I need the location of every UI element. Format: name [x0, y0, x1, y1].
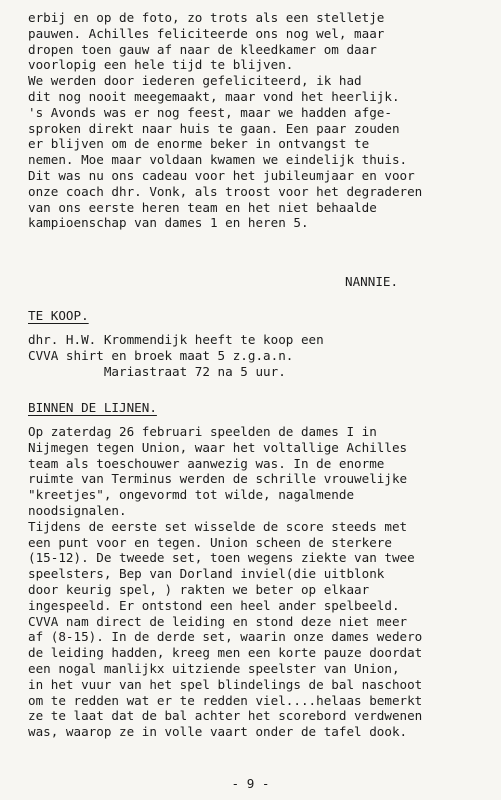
text-line: erbij en op de foto, zo trots als een stelletje: [28, 10, 385, 25]
text-line: (15-12). De tweede set, toen wegens ziekte van twee: [28, 550, 415, 566]
text-line: noodsignalen.: [28, 502, 127, 518]
text-line: dit nog nooit meegemaakt, maar vond het heerlijk.: [28, 88, 400, 104]
text-line: was, waarop ze in volle vaart onder de tafel dook.: [28, 724, 408, 740]
text-line: We werden door iederen gefeliciteerd, ik had: [28, 73, 362, 89]
text-line: een nogal manlijkx uitziende speelster van Union,: [28, 660, 400, 676]
page-number: - 9 -: [231, 776, 270, 791]
text-line: in het vuur van het spel blindelings de bal naschoot: [28, 676, 423, 692]
text-line: ingespeeld. Er ontstond een heel ander spelbeeld.: [28, 597, 400, 613]
text-line: door keurig spel, ) rakten we beter op elkaar: [28, 581, 370, 597]
binnen-de-lijnen-section: [28, 424, 422, 740]
text-line: dhr. H.W. Krommendijk heeft te koop een: [28, 332, 324, 347]
te-koop-section: [28, 332, 324, 379]
text-line: ze te laat dat de bal achter het scorebord verdwenen: [28, 708, 423, 724]
text-line: de leiding hadden, kreeg men een korte pauze doordat: [28, 645, 423, 661]
text-line: CVVA shirt en broek maat 5 z.g.a.n.: [28, 347, 294, 363]
text-line: Dit was nu ons cadeau voor het jubileumjaar en voor: [28, 167, 415, 183]
text-line: Tijdens de eerste set wisselde de score steeds met: [28, 518, 408, 534]
text-line: team als toeschouwer aanwezig was. In de enorme: [28, 455, 385, 471]
text-line: om te redden wat er te redden viel....helaas bemerkt: [28, 692, 423, 708]
text-line: CVVA nam direct de leiding en stond deze niet meer: [28, 613, 408, 629]
text-line: dropen toen gauw af naar de kleedkamer om daar: [28, 41, 377, 57]
text-line: voorlopig een hele tijd te blijven.: [28, 57, 294, 73]
text-line: af (8-15). In de derde set, waarin onze dames wedero: [28, 629, 423, 645]
article-continuation: [28, 10, 422, 231]
text-line: "kreetjes", ongevormd tot wilde, nagalmende: [28, 487, 355, 503]
section-heading-binnen-de-lijnen: BINNEN DE LIJNEN.: [28, 400, 157, 415]
text-line: Op zaterdag 26 februari speelden de dames I in: [28, 424, 377, 439]
text-line: speelsters, Bep van Dorland inviel(die uitblonk: [28, 566, 385, 582]
text-line: een punt voor en tegen. Union scheen de sterkere: [28, 534, 392, 550]
text-line: ruimte van Terminus werden de schrille vrouwelijke: [28, 471, 408, 487]
text-line: er blijven om de enorme beker in ontvangst te: [28, 136, 370, 152]
text-line: kampioenschap van dames 1 en heren 5.: [28, 215, 309, 231]
text-line: Mariastraat 72 na 5 uur.: [28, 363, 286, 379]
text-line: van ons eerste heren team en het niet behaalde: [28, 199, 377, 215]
text-line: 's Avonds was er nog feest, maar we hadden afge-: [28, 104, 392, 120]
text-line: Nijmegen tegen Union, waar het voltallige Achilles: [28, 439, 408, 455]
section-heading-te-koop: TE KOOP.: [28, 308, 89, 323]
text-line: nemen. Moe maar voldaan kwamen we eindelijk thuis.: [28, 152, 408, 168]
text-line: onze coach dhr. Vonk, als troost voor het degraderen: [28, 183, 423, 199]
author-signature: NANNIE.: [345, 274, 399, 289]
text-line: pauwen. Achilles feliciteerde ons nog wel, maar: [28, 25, 385, 41]
text-line: sproken direkt naar huis te gaan. Een paar zouden: [28, 120, 400, 136]
